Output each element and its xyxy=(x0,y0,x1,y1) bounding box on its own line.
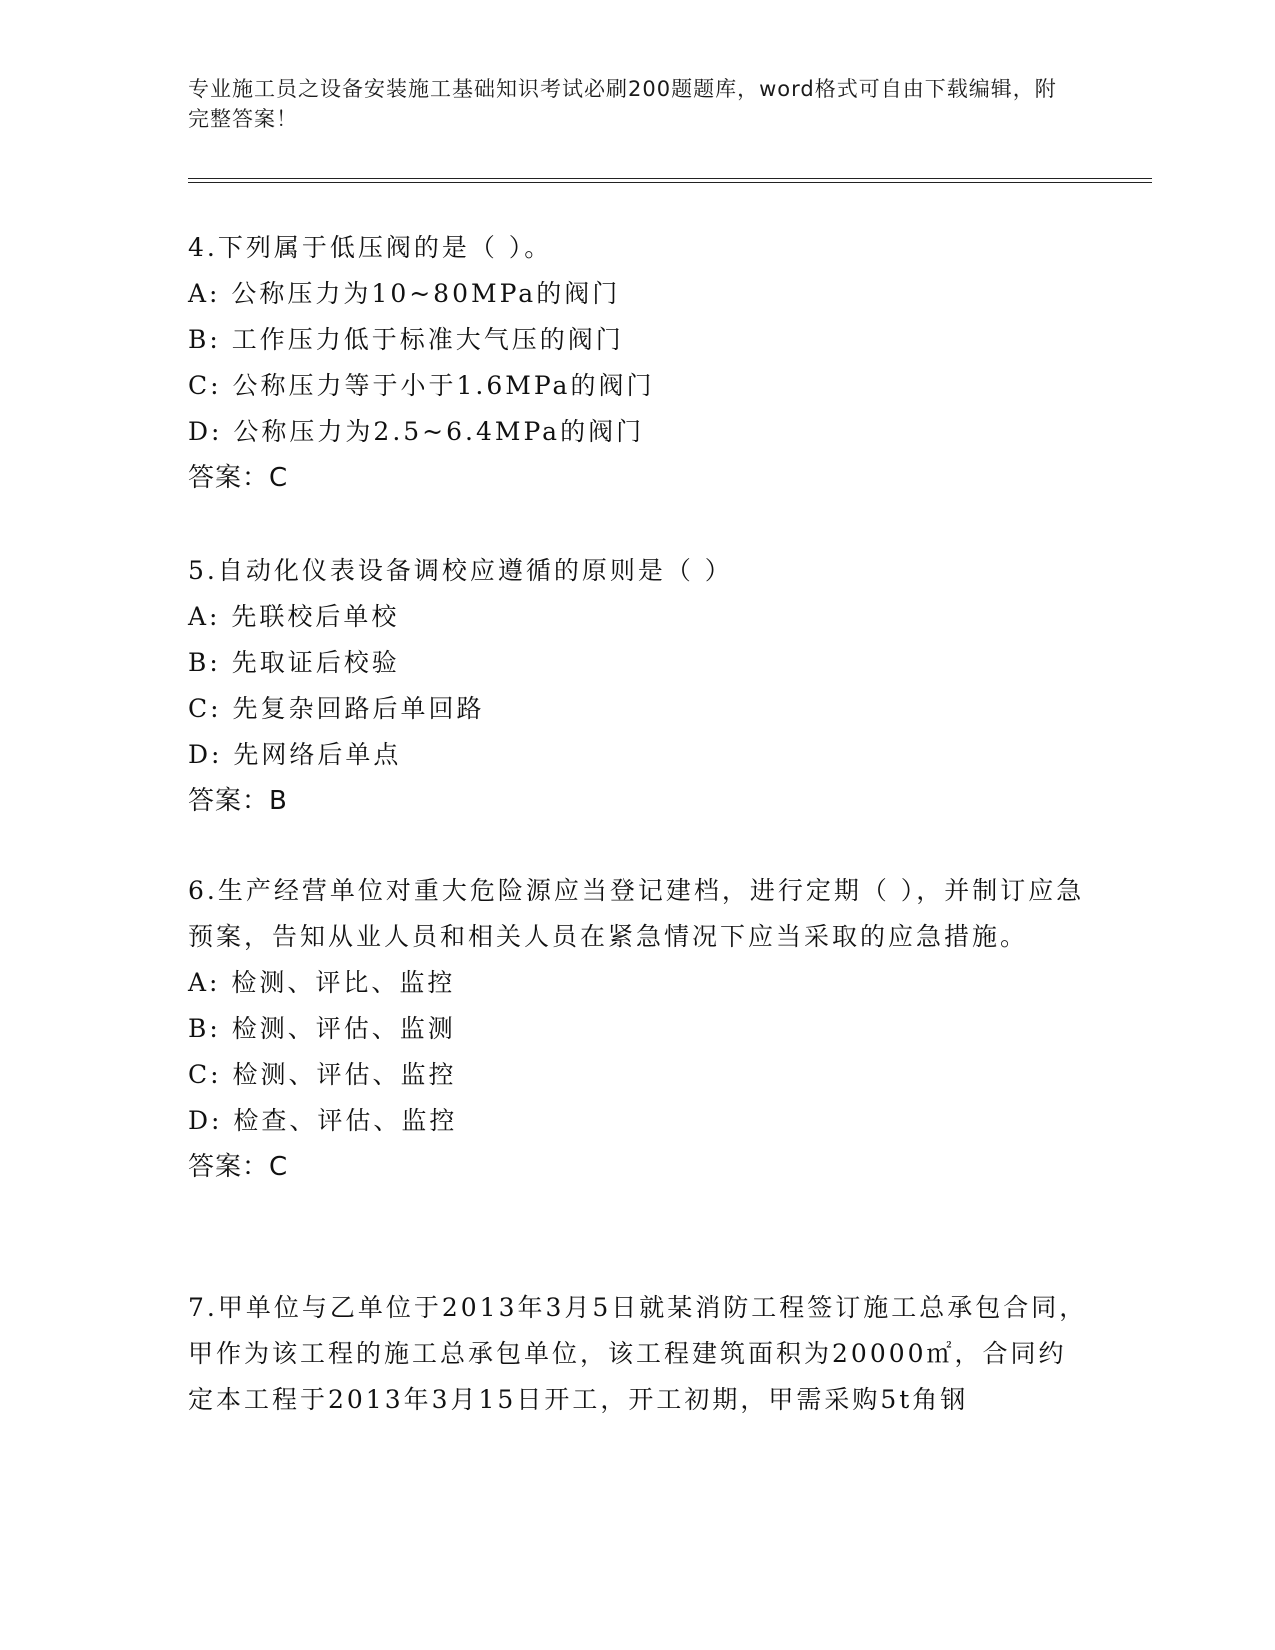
option-b: B: 检测、评估、监测 xyxy=(188,1014,456,1043)
question-7 xyxy=(188,1285,1088,1423)
header-divider-bottom xyxy=(188,182,1152,183)
option-c: C: 先复杂回路后单回路 xyxy=(188,694,485,723)
question-4 xyxy=(188,225,1088,501)
answer: 答案：C xyxy=(188,1152,289,1182)
answer: 答案：B xyxy=(188,786,288,816)
question-stem: 7.甲单位与乙单位于2013年3月5日就某消防工程签订施工总承包合同，甲作为该工程的施工总承包单位，该工程建筑面积为20000㎡，合同约定本工程于2013年3月15日开工，开工初期，甲需采购5t角钢 xyxy=(188,1293,1088,1414)
option-a: A: 检测、评比、监控 xyxy=(188,968,456,997)
question-5 xyxy=(188,548,1088,824)
option-d: D: 检查、评估、监控 xyxy=(188,1106,458,1135)
question-stem: 6.生产经营单位对重大危险源应当登记建档，进行定期（ ），并制订应急预案，告知从业人员和相关人员在紧急情况下应当采取的应急措施。 xyxy=(188,876,1085,951)
option-c: C: 公称压力等于小于1.6MPa的阀门 xyxy=(188,371,655,400)
question-stem: 5.自动化仪表设备调校应遵循的原则是（ ） xyxy=(188,556,733,585)
question-stem: 4.下列属于低压阀的是（ ）。 xyxy=(188,233,553,262)
option-b: B: 先取证后校验 xyxy=(188,648,400,677)
option-b: B: 工作压力低于标准大气压的阀门 xyxy=(188,325,624,354)
header-divider-top xyxy=(188,178,1152,179)
option-c: C: 检测、评估、监控 xyxy=(188,1060,457,1089)
option-d: D: 公称压力为2.5~6.4MPa的阀门 xyxy=(188,417,645,446)
option-a: A: 先联校后单校 xyxy=(188,602,400,631)
question-6 xyxy=(188,868,1088,1190)
document-header: 专业施工员之设备安装施工基础知识考试必刷200题题库，word格式可自由下载编辑，附完整答案！ xyxy=(188,77,1057,131)
option-a: A: 公称压力为10~80MPa的阀门 xyxy=(188,279,621,308)
option-d: D: 先网络后单点 xyxy=(188,740,402,769)
answer: 答案：C xyxy=(188,463,289,493)
